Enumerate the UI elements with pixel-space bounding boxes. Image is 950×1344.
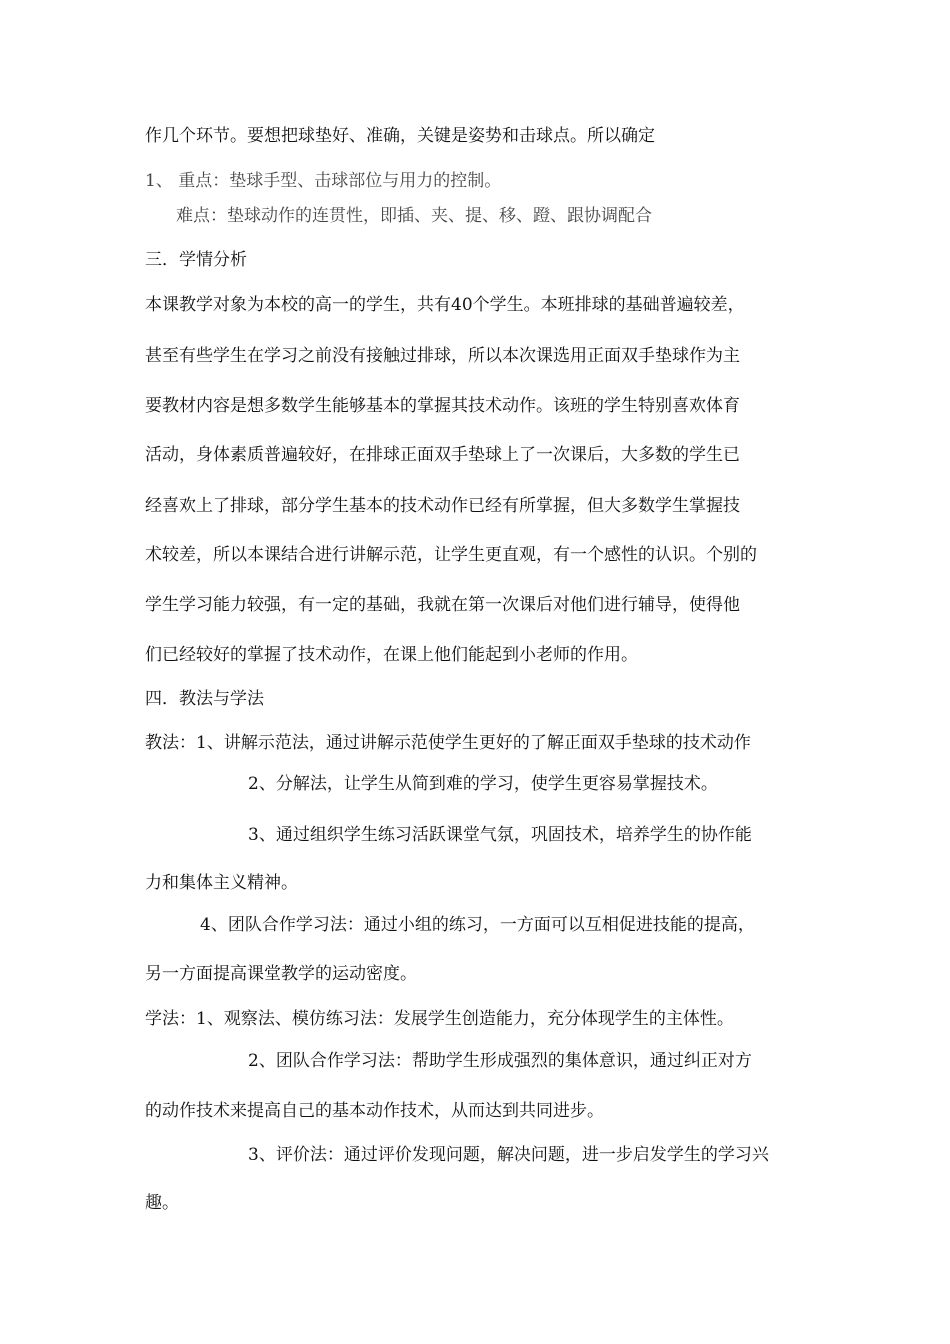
paragraph-line: 3、通过组织学生练习活跃课堂气氛，巩固技术，培养学生的协作能: [248, 825, 752, 845]
paragraph-line: 的动作技术来提高自己的基本动作技术，从而达到共同进步。: [145, 1101, 604, 1121]
section-heading: 三．学情分析: [145, 250, 247, 270]
paragraph-line: 活动，身体素质普遍较好，在排球正面双手垫球上了一次课后，大多数的学生已: [145, 445, 740, 465]
paragraph-line: 本课教学对象为本校的高一的学生，共有40个学生。本班排球的基础普遍较差，: [145, 295, 745, 315]
paragraph-line: 经喜欢上了排球，部分学生基本的技术动作已经有所掌握，但大多数学生掌握技: [145, 496, 740, 516]
paragraph-line: 2、团队合作学习法：帮助学生形成强烈的集体意识，通过纠正对方: [248, 1051, 752, 1071]
paragraph-line: 作几个环节。要想把球垫好、准确，关键是姿势和击球点。所以确定: [145, 126, 655, 146]
paragraph-line: 力和集体主义精神。: [145, 873, 298, 893]
paragraph-line: 学法：1、观察法、模仿练习法：发展学生创造能力，充分体现学生的主体性。: [145, 1009, 734, 1029]
paragraph-line: 们已经较好的掌握了技术动作，在课上他们能起到小老师的作用。: [145, 645, 638, 665]
paragraph-line: 另一方面提高课堂教学的运动密度。: [145, 964, 417, 984]
paragraph-line: 2、分解法，让学生从简到难的学习，使学生更容易掌握技术。: [248, 774, 718, 794]
paragraph-line: 4、团队合作学习法：通过小组的练习，一方面可以互相促进技能的提高，: [200, 915, 755, 935]
paragraph-line: 趣。: [145, 1193, 179, 1213]
paragraph-line: 3、评价法：通过评价发现问题，解决问题，进一步启发学生的学习兴: [248, 1145, 769, 1165]
key-point-line: 1、 重点：垫球手型、击球部位与用力的控制。: [145, 171, 502, 191]
paragraph-line: 教法：1、讲解示范法，通过讲解示范使学生更好的了解正面双手垫球的技术动作: [145, 733, 751, 753]
section-heading: 四．教法与学法: [145, 689, 264, 709]
paragraph-line: 学生学习能力较强，有一定的基础，我就在第一次课后对他们进行辅导，使得他: [145, 595, 740, 615]
paragraph-line: 甚至有些学生在学习之前没有接触过排球，所以本次课选用正面双手垫球作为主: [145, 346, 740, 366]
difficulty-line: 难点：垫球动作的连贯性，即插、夹、提、移、蹬、跟协调配合: [176, 206, 652, 226]
paragraph-line: 要教材内容是想多数学生能够基本的掌握其技术动作。该班的学生特别喜欢体育: [145, 396, 740, 416]
paragraph-line: 术较差，所以本课结合进行讲解示范，让学生更直观，有一个感性的认识。个别的: [145, 545, 757, 565]
